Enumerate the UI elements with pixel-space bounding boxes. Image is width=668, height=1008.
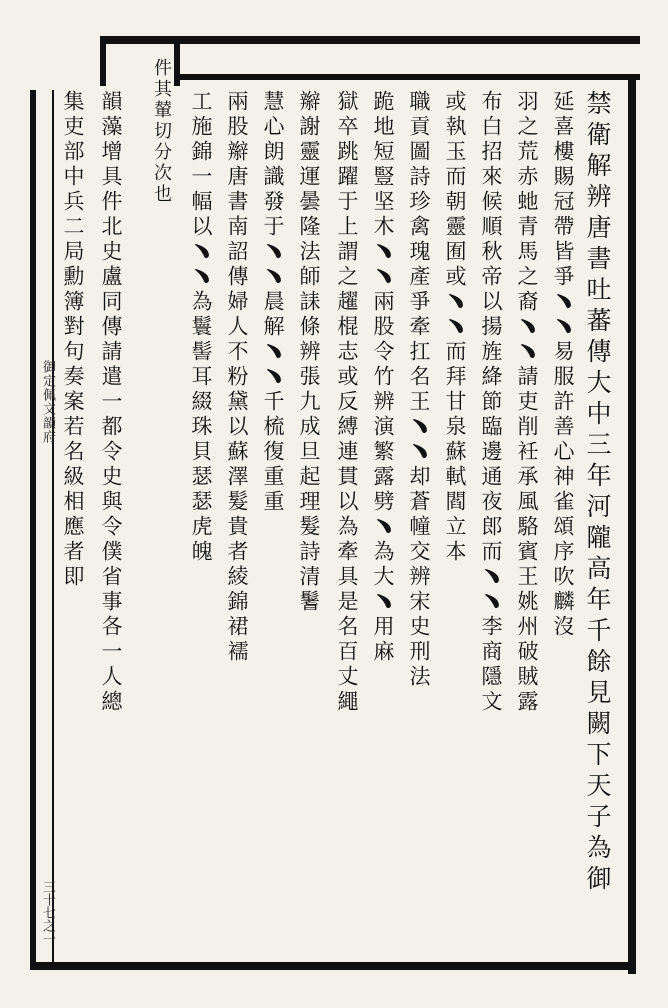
- text-column-2: 延喜樓賜冠帶皆爭﹅﹅易服許善心神雀頌序吹麟沒: [551, 90, 575, 640]
- text-column-7: 跪地短豎坚木﹅﹅兩股令竹辨演繁露劈﹅為大﹅用麻: [371, 90, 395, 665]
- frame-inner-top-border: [180, 74, 640, 80]
- text-column-10: 慧心朗識發于﹅﹅晨解﹅﹅千梳復重重: [261, 90, 285, 515]
- text-column-5: 或執玉而朝靈囿或﹅﹅而拜甘泉蘇軾閻立本: [443, 90, 467, 565]
- text-column-12: 工施錦一幅以﹅﹅為鬟髻耳綴珠貝瑟瑟虎魄: [189, 90, 213, 565]
- frame-top-border: [100, 36, 640, 44]
- margin-strip: [36, 90, 54, 962]
- frame-bottom-border: [30, 962, 636, 970]
- text-column-15: 集吏部中兵二局勳簿對句奏案若名級相應者即: [61, 90, 85, 590]
- text-column-4: 布白招來候順秋帝以揚旌絳節臨邊通夜郎而﹅﹅李商隱文: [479, 90, 503, 715]
- margin-book-title: 御定佩文韻府: [40, 360, 55, 444]
- text-column-13: 件其輦切分次也: [151, 58, 172, 205]
- text-column-11: 兩股辮唐書南詔傳婦人不粉黛以蘇澤髮貴者綾錦裙襦: [225, 90, 249, 665]
- text-column-1: 禁衛解辨唐書吐蕃傳大中三年河隴高年千餘見闕下天子為御: [583, 90, 612, 896]
- text-column-9: 辮謝靈運曇隆法師誄條辨張九成旦起理髮詩清鬐: [297, 90, 321, 615]
- margin-page-number: 三十七之一: [40, 880, 55, 945]
- text-column-3: 羽之荒赤虵青馬之裔﹅﹅請吏削衽承風駱賓王姚州破賊露: [515, 90, 539, 715]
- frame-right-border: [628, 74, 636, 974]
- text-column-6: 職貢圖詩珍禽瑰產爭牽扛名王﹅﹅却蒼幢交辨宋史刑法: [407, 90, 431, 690]
- text-column-8: 獄卒跳躍于上謂之趯棍志或反縛連貫以為牽具是名百丈繩: [335, 90, 359, 715]
- text-column-14: 韻藻增具件北史盧同傳請遣一都令史與令僕省事各一人總: [99, 90, 123, 715]
